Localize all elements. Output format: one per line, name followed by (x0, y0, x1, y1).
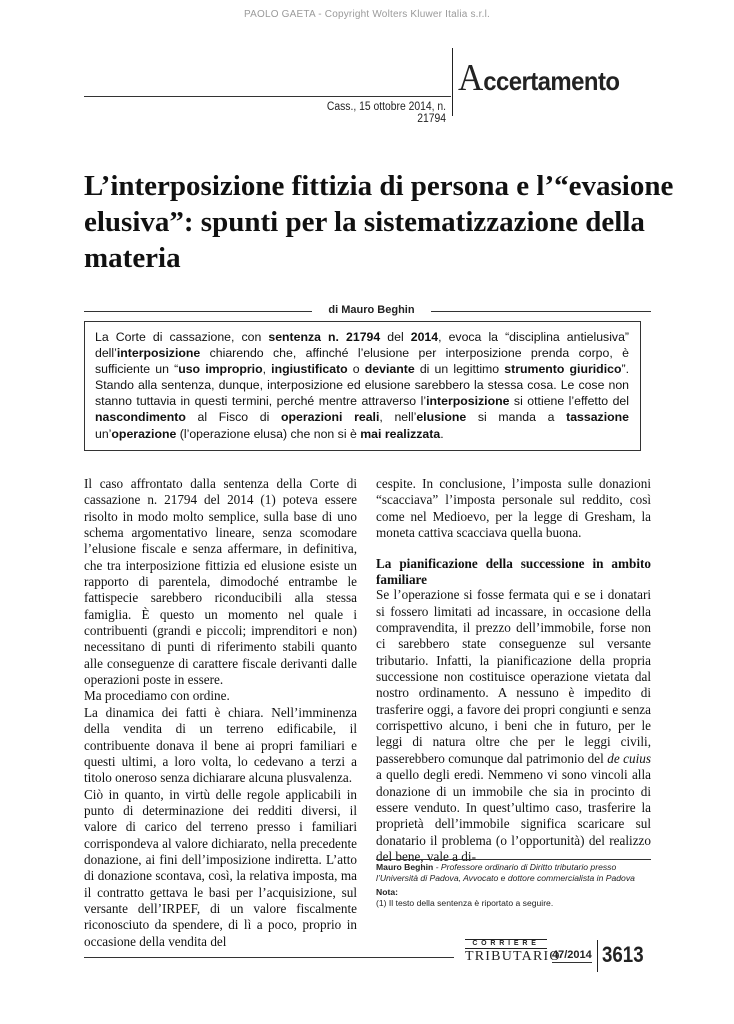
footnote-rule (376, 859, 651, 860)
author-byline: di Mauro Beghin (328, 304, 415, 316)
author-note (376, 862, 651, 884)
abstract-bold-run: strumento giuridico (504, 362, 622, 377)
abstract-box (84, 321, 641, 451)
abstract-text-run: o (347, 362, 365, 377)
abstract-text-run: , (262, 362, 272, 377)
abstract-bold-run: operazioni reali (280, 410, 380, 425)
abstract-text-run: La Corte di cassazione, con (95, 330, 269, 344)
abstract-text-run: del (380, 330, 411, 344)
author-rule-left (84, 311, 312, 312)
author-role: - Professore ordinario di Diritto tributario presso l’Università di Padova, Avvocato e dottore commercialista in Padova (376, 862, 635, 883)
abstract-text-run: , nell’ (379, 410, 417, 425)
page-number-divider (597, 940, 598, 972)
abstract-text-run: chiarendo che, affinché l’elusione per interposizione prenda corpo, è sufficiente un “ (95, 346, 629, 377)
text-run: Se l’operazione si fosse fermata qui e se i donatari si fossero limitati ad incassare, in occasione della compravendita, il prezzo dell’immobile, forse non ci sarebbero state conseguenze sul versante tributario. Infatti, la pianificazione della propria successione non costituisce operazione vietata dal nostro ordinamento. A nessuno è impedito di trasferire oggi, a favore dei propri congiunti e senza corrispettivo alcuno, i beni che in futuro, per le leggi di natura oltre che per le leggi civili, passerebbero comunque dal patrimonio del (376, 587, 651, 766)
abstract-bold-run: deviante (364, 362, 415, 377)
section-rest: ccertamento (483, 66, 620, 96)
italic-term: de cuius (607, 750, 651, 766)
abstract-text-run: al Fisco di (185, 410, 281, 425)
publication-logo (465, 939, 561, 965)
copyright-notice: PAOLO GAETA - Copyright Wolters Kluwer Italia s.r.l. (243, 9, 491, 20)
author-name: Mauro Beghin (376, 862, 434, 872)
logo-bottom-text: TRIBUTARIO (465, 949, 561, 964)
abstract-text-run: si ottiene l’effetto del (509, 394, 629, 409)
abstract-bold-run: ingiustificato (271, 362, 348, 377)
abstract-bold-run: elusione (416, 410, 467, 425)
abstract-bold-run: sentenza n. 21794 (268, 330, 381, 344)
header-divider (452, 48, 453, 116)
abstract-bold-run: interposizione (116, 346, 201, 361)
header-rule (84, 96, 451, 97)
body-column-left (84, 476, 357, 950)
abstract-bold-run: nascondimento (95, 410, 186, 425)
nota-label: Nota: (376, 887, 398, 897)
paragraph: cespite. In conclusione, l’imposta sulle donazioni “scacciava” l’imposta personale sul reddito, così come nel Medioevo, per la legge di Gresham, la moneta cattiva scacciava quella buona. (376, 476, 651, 541)
section-heading (458, 56, 619, 100)
paragraph (376, 587, 651, 865)
abstract-bold-run: uso improprio (178, 362, 263, 377)
abstract-bold-run: tassazione (566, 410, 629, 425)
issue-number: 47/2014 (552, 949, 592, 961)
paragraph: Ciò in quanto, in virtù delle regole applicabili in punto di determinazione dei redditi diversi, il valore di carico del terreno presso i familiari corrispondeva al valore dichiarato, nella precedente donazione, ai fini dell’imposizione indiretta. L’atto di donazione scontava, così, la relativa imposta, ma il contratto gettava le basi per l’acquisizione, sul versante dell’IRPEF, di un valore fiscalmente riconosciuto da spendere, di lì a poco, proprio in occasione della vendita del (84, 786, 357, 949)
abstract-text-run: (l’operazione elusa) che non si è (176, 426, 361, 441)
logo-top-text: CORRIERE (465, 939, 547, 949)
section-initial: A (458, 57, 484, 99)
author-rule-right (431, 311, 651, 312)
article-title: L’interposizione fittizia di persona e l’“evasione elusiva”: spunti per la sistematizzazione della materia (84, 170, 674, 274)
body-column-right (376, 476, 651, 865)
abstract-text-run: un’ (95, 426, 112, 441)
footnotes (376, 862, 651, 909)
abstract-text-run: . (440, 426, 444, 441)
abstract-text-run: , evoca la “disciplina antielusiva” dell’ (95, 330, 630, 361)
abstract-bold-run: mai realizzata (360, 426, 441, 441)
abstract-bold-run: interposizione (426, 394, 510, 409)
case-citation: Cass., 15 ottobre 2014, n. 21794 (326, 101, 446, 125)
abstract-text-run: di un legittimo (414, 362, 505, 377)
paragraph: Il caso affrontato dalla sentenza della Corte di cassazione n. 21794 del 2014 (1) poteva essere risolto in modo molto semplice, sulla base di uno schema argomentativo lineare, senza scomodare l’elusione fiscale e senza affermare, in definitiva, che tra interposizione fittizia ed elusione esiste un rapporto di parentela, dimodoché entrambe le fattispecie sarebbero riconducibili alla stessa famiglia. È questo un momento nel quale i contribuenti (grandi e piccoli; imprenditori e non) necessitano di punti di riferimento stabili quanto alle conseguenze di carattere fiscale derivanti dalle operazioni poste in essere. (84, 476, 357, 688)
abstract-text-run: ”. Stando alla sentenza, dunque, interposizione ed elusione sarebbero la stessa cosa. Le cose non stanno tuttavia in questi termini, perché mentre attraverso l’ (95, 362, 629, 409)
section-subheading: La pianificazione della successione in ambito familiare (376, 556, 651, 587)
abstract-text-run: si manda a (466, 410, 567, 425)
abstract-bold-run: operazione (111, 426, 177, 441)
paragraph: Ma procediamo con ordine. (84, 688, 230, 704)
text-run: a quello degli eredi. Nemmeno vi sono vincoli alla donazione di un immobile che sia in procinto di essere venduto. In quest’ultimo caso, trasferire la proprietà dell’immobile significa scaricare sul donatario il problema (o l’opportunità) del realizzo del bene, vale a di- (376, 767, 651, 864)
page-number: 3613 (602, 942, 644, 967)
footnote-1: (1) Il testo della sentenza è riportato a seguire. (376, 898, 554, 908)
paragraph: La dinamica dei fatti è chiara. Nell’imminenza della vendita di un terreno edificabile, il contribuente donava il bene ai propri familiari e questi ultimi, a loro volta, lo cedevano a terzi a titolo oneroso senza dichiarare alcuna plusvalenza. (84, 704, 357, 786)
footer-rule (84, 957, 454, 958)
abstract-bold-run: 2014 (410, 330, 439, 344)
